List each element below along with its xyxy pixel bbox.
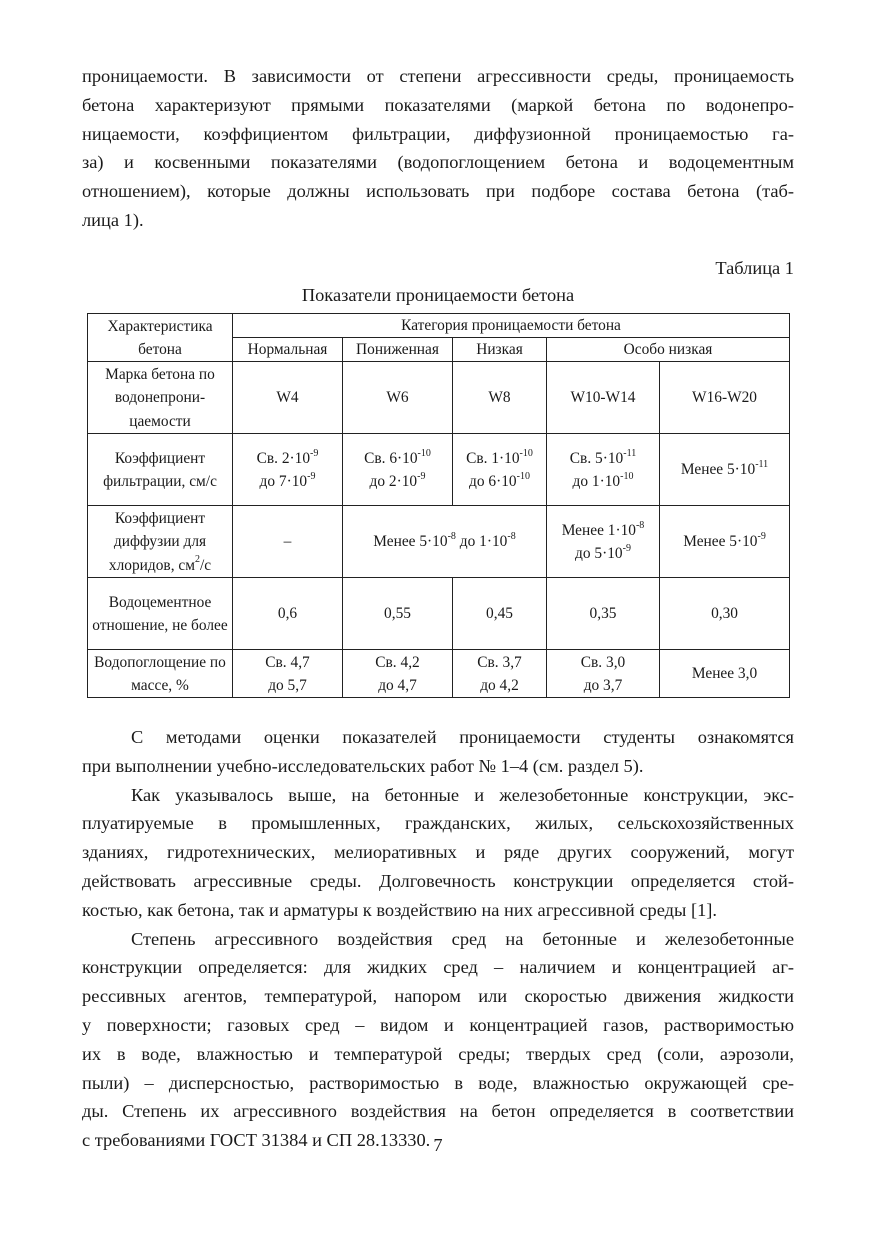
- text-line: их в воде, влажностью и температурой среды; твердых сред (соли, аэрозоли,: [82, 1043, 794, 1064]
- table-title: Показатели проницаемости бетона: [301, 285, 575, 305]
- cell-text: Менее 5·10: [373, 533, 448, 551]
- cell-text: до 1·10: [572, 472, 621, 490]
- text-line: Степень агрессивного воздействия сред на бетонные и железобетонные: [131, 928, 794, 949]
- cell-text: до 5·10: [575, 544, 623, 562]
- table-header-row: [88, 314, 790, 338]
- intro-paragraph: [82, 62, 794, 235]
- table-cell: 0,6: [233, 578, 343, 650]
- table-row-filtration: [88, 434, 790, 506]
- cell-text: Св. 1·10: [466, 449, 520, 467]
- table-cell: [453, 650, 547, 698]
- text-line: ды. Степень их агрессивного воздействия на бетон определяется в соответствии: [82, 1101, 794, 1122]
- paragraph-aggressive-environments: [82, 781, 794, 925]
- cell-text: до 1·10: [455, 533, 508, 551]
- exponent: -10: [417, 447, 431, 459]
- page-number: 7: [433, 1135, 443, 1155]
- text-line: у поверхности; газовых сред – видом и концентрацией газов, растворимостью: [82, 1014, 794, 1035]
- body-text: [82, 723, 794, 1155]
- table-row-wc-ratio: [88, 578, 790, 650]
- exponent: -10: [620, 470, 634, 482]
- cell-text: Св. 4,7: [265, 653, 310, 671]
- exponent: -9: [310, 447, 319, 459]
- text-line: плуатируемые в промышленных, гражданских, жилых, сельскохозяйственных: [82, 813, 794, 834]
- exponent: -9: [622, 542, 631, 554]
- cell-text: до 4,2: [480, 676, 519, 694]
- table-row-grade: [88, 362, 790, 434]
- cell-text: Св. 2·10: [256, 449, 311, 467]
- exponent: -11: [623, 447, 637, 459]
- exponent: -10: [519, 447, 533, 459]
- table-number-label: Таблица 1: [715, 258, 794, 278]
- exponent: -10: [516, 470, 530, 482]
- cell-text: Коэффициент диффузии для хлоридов, см: [108, 510, 207, 574]
- permeability-table: [87, 313, 790, 698]
- header-category: Категория проницаемости бетона: [233, 314, 790, 338]
- row-label: Марка бетона по водонепрони-цаемости: [88, 362, 233, 434]
- table-cell: [547, 506, 660, 578]
- table-cell: [547, 650, 660, 698]
- text-line: за) и косвенными показателями (водопоглощением бетона и водоцементным: [82, 152, 794, 173]
- cell-text: до 3,7: [583, 676, 623, 694]
- exponent: -9: [417, 470, 426, 482]
- category-low: Низкая: [453, 338, 547, 362]
- cell-text: до 4,7: [378, 676, 417, 694]
- row-label: [88, 506, 233, 578]
- text-line: костью, как бетона, так и арматуры к воздействию на них агрессивной среды [1].: [82, 899, 718, 920]
- cell-text: до 6·10: [469, 472, 517, 490]
- table-cell: [343, 650, 453, 698]
- category-reduced: Пониженная: [343, 338, 453, 362]
- cell-text: Св. 4,2: [375, 653, 420, 671]
- table-cell: [233, 434, 343, 506]
- text-line: С методами оценки показателей проницаемости студенты ознакомятся: [131, 727, 794, 747]
- cell-text: Св. 5·10: [569, 449, 624, 467]
- text-line: с требованиями ГОСТ 31384 и СП 28.13330.: [82, 1130, 431, 1151]
- text-line: отношением), которые должны использовать при подборе состава бетона (таб-: [82, 181, 794, 202]
- paragraph-degree-of-impact: [82, 925, 794, 1155]
- cell-text: Св. 3,7: [477, 653, 522, 671]
- text-line: действовать агрессивные среды. Долговечность конструкции определяется стой-: [82, 870, 794, 891]
- table-cell: W4: [233, 362, 343, 434]
- text-line: конструкции определяется: для жидких сред – наличием и концентрацией аг-: [82, 957, 794, 978]
- row-label: Водопоглощение по массе, %: [88, 650, 233, 698]
- table-cell: W16-W20: [660, 362, 790, 434]
- cell-text: до 2·10: [369, 472, 418, 490]
- table-cell: [660, 434, 790, 506]
- text-line: зданиях, гидротехнических, мелиоративных и ряде других сооружений, могут: [82, 842, 794, 863]
- cell-text: Менее 5·10: [683, 533, 758, 551]
- text-line: лица 1).: [82, 209, 144, 230]
- text-line: при выполнении учебно-исследовательских работ № 1–4 (см. раздел 5).: [82, 755, 644, 776]
- table-cell: 0,45: [453, 578, 547, 650]
- table-cell: 0,30: [660, 578, 790, 650]
- exponent: -8: [447, 531, 456, 543]
- table-cell: [233, 650, 343, 698]
- table-cell: W10-W14: [547, 362, 660, 434]
- text-line: ницаемости, коэффициентом фильтрации, диффузионной проницаемостью га-: [82, 123, 794, 144]
- category-very-low: Особо низкая: [547, 338, 790, 362]
- exponent: 2: [194, 554, 200, 566]
- cell-text: Св. 3,0: [580, 653, 626, 671]
- text-line: проницаемости. В зависимости от степени агрессивности среды, проницаемость: [82, 66, 794, 86]
- row-label: Коэффициент фильтрации, см/с: [88, 434, 233, 506]
- cell-text: до 5,7: [268, 676, 307, 694]
- exponent: -8: [635, 519, 645, 531]
- category-normal: Нормальная: [233, 338, 343, 362]
- cell-text: Св. 6·10: [364, 449, 418, 467]
- table-cell: [660, 506, 790, 578]
- header-characteristic: Характеристика бетона: [88, 314, 233, 362]
- cell-text: /с: [199, 556, 212, 574]
- cell-text: Менее 1·10: [561, 521, 636, 539]
- table-cell: W8: [453, 362, 547, 434]
- table-cell: W6: [343, 362, 453, 434]
- table-cell: [453, 434, 547, 506]
- exponent: -11: [755, 459, 769, 471]
- table-cell: [547, 434, 660, 506]
- table-cell: –: [233, 506, 343, 578]
- row-label: Водоцементное отношение, не более: [88, 578, 233, 650]
- exponent: -9: [757, 531, 766, 543]
- text-line: пыли) – дисперсностью, растворимостью в воде, влажностью окружающей сре-: [82, 1072, 794, 1093]
- text-line: рессивных агентов, температурой, напором или скоростью движения жидкости: [82, 986, 794, 1007]
- table-cell: 0,55: [343, 578, 453, 650]
- table-cell: [343, 506, 547, 578]
- table-row-absorption: [88, 650, 790, 698]
- text-line: бетона характеризуют прямыми показателями (маркой бетона по водонепро-: [82, 94, 794, 115]
- paragraph-methods: [82, 723, 794, 781]
- text-line: Как указывалось выше, на бетонные и железобетонные конструкции, экс-: [131, 784, 794, 805]
- cell-text: до 7·10: [259, 472, 308, 490]
- table-row-diffusion: [88, 506, 790, 578]
- cell-text: Менее 5·10: [680, 461, 756, 479]
- table-cell: 0,35: [547, 578, 660, 650]
- table-cell: [343, 434, 453, 506]
- exponent: -9: [307, 470, 316, 482]
- table-cell: Менее 3,0: [660, 650, 790, 698]
- exponent: -8: [507, 531, 516, 543]
